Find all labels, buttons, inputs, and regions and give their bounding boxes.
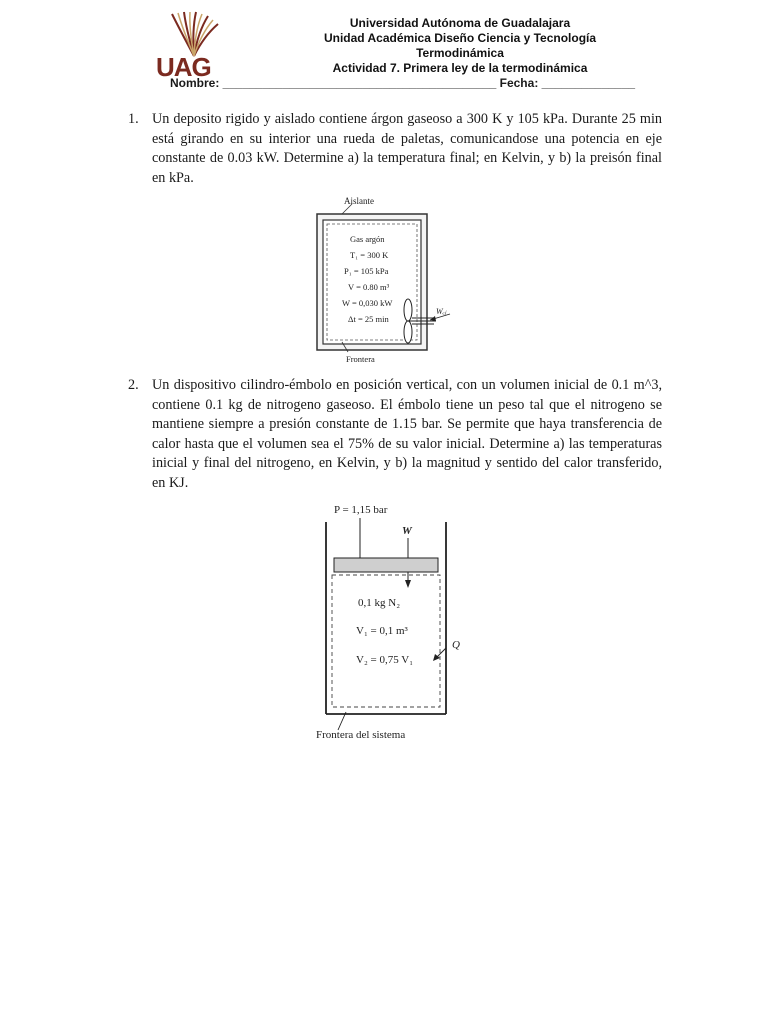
- heat-label: Q: [452, 639, 460, 651]
- problem-1: [128, 110, 662, 188]
- weight-label: W: [402, 525, 412, 537]
- university-name: Universidad Autónoma de Guadalajara: [349, 16, 571, 30]
- pressure-label: P = 1,15 bar: [334, 504, 388, 516]
- logo-text: UAG: [156, 52, 211, 82]
- problem-text: Un deposito rigido y aislado contiene árgon gaseoso a 300 K y 105 kPa. Durante 25 min está girando en su interior una rueda de paletas, comunicandose una potencia en eje constante de 0.03 kW. Determine a) la temperatura final; en Kelvin, y b) la preisón final en kPa.: [152, 111, 662, 186]
- gas-label: Gas argón: [350, 234, 385, 244]
- frontera-label: Frontera: [346, 354, 375, 364]
- university-logo: [150, 10, 240, 82]
- header-titles: [240, 16, 680, 76]
- problem-2: [128, 376, 662, 493]
- document-header: [150, 10, 710, 90]
- name-date-line: Nombre: _________________________________________ Fecha: ______________: [170, 76, 636, 90]
- p1-label: P₁ = 105 kPa: [344, 266, 389, 276]
- problem-number: 2.: [128, 377, 139, 393]
- v2-label: V₂ = 0,75 V₁: [356, 654, 414, 666]
- system-boundary: [332, 575, 440, 707]
- shaft-work-label: Wₑⱼ: [436, 307, 447, 316]
- course-name: Termodinámica: [416, 46, 504, 60]
- aislante-label: Aislante: [344, 196, 374, 206]
- boundary-label: Frontera del sistema: [316, 729, 406, 741]
- academic-unit: Unidad Académica Diseño Ciencia y Tecnología: [323, 31, 597, 45]
- dt-label: Δt = 25 min: [348, 314, 389, 324]
- problem-text: Un dispositivo cilindro-émbolo en posición vertical, con un volumen inicial de 0.1 m^3, contiene 0.1 kg de nitrogeno gaseoso. El émbolo tiene un peso tal que el nitrogeno se mantiene siempre a presión constante de 1.15 bar. Se permite que haya transferencia de calor hasta que el volumen sea el 75% de su valor inicial. Determine a) las temperaturas inicial y final del nitrogeno, en Kelvin, y b) la magnitud y sentido del calor transferido, en KJ.: [152, 377, 662, 491]
- problem-number: 1.: [128, 111, 139, 127]
- v-label: V = 0.80 m³: [348, 282, 390, 292]
- w-label: W = 0,030 kW: [342, 298, 393, 308]
- piston: [334, 558, 438, 572]
- figure-argon-tank: [312, 192, 462, 368]
- t1-label: T₁ = 300 K: [350, 250, 389, 260]
- figure-piston-cylinder: [312, 500, 472, 744]
- mass-label: 0,1 kg N₂: [358, 597, 401, 609]
- v1-label: V₁ = 0,1 m³: [356, 625, 408, 637]
- logo-fan-icon: [150, 10, 240, 58]
- activity-title: Actividad 7. Primera ley de la termodinámica: [332, 61, 588, 75]
